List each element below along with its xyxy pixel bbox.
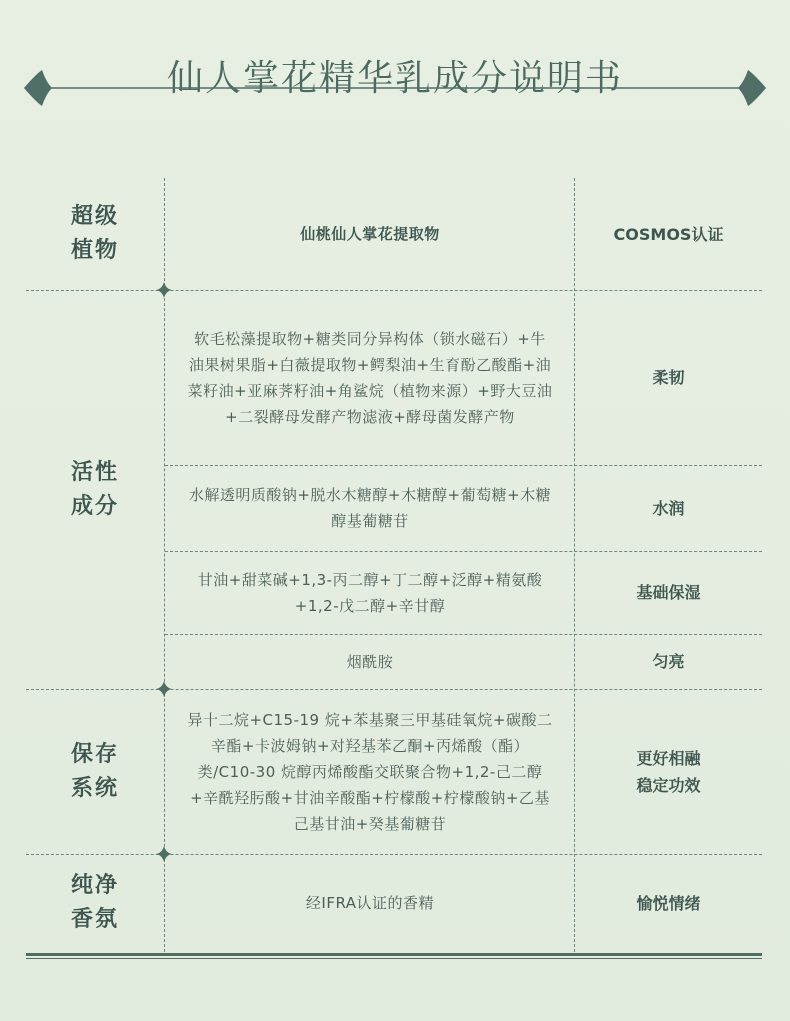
- ingredient-cell: 甘油+甜菜碱+1,3-丙二醇+丁二醇+泛醇+精氨酸+1,2-戊二醇+辛甘醇: [197, 570, 543, 615]
- category-line: 香氛: [70, 907, 119, 932]
- category-line: 活性: [70, 459, 119, 485]
- category-line: 系统: [70, 775, 119, 801]
- category-line: 纯净: [70, 873, 119, 898]
- page-title: 仙人掌花精华乳成分说明书: [166, 58, 623, 100]
- ingredient-cell: 异十二烷+C15-19 烷+苯基聚三甲基硅氧烷+碳酸二辛酯+卡波姆钠+对羟基苯乙酮+丙烯酸（酯）类/C10-30 烷醇丙烯酸酯交联聚合物+1,2-己二醇+辛酰羟肟酸+甘油辛酸酯+柠檬酸+柠檬酸钠+乙基己基甘油+癸基葡糖苷: [187, 710, 553, 833]
- effect-cell: 水润: [652, 498, 685, 518]
- category-pure-fragrance: [26, 854, 164, 952]
- title-divider-ornament: [22, 68, 768, 108]
- category-active-ingredients: [26, 290, 164, 689]
- bottom-rule: [26, 953, 762, 956]
- effect-cell: [575, 689, 762, 854]
- effect-cell: 柔韧: [652, 368, 685, 387]
- effect-cell: COSMOS认证: [613, 224, 724, 244]
- category-line: 植物: [70, 238, 119, 263]
- effect-cell: 匀亮: [652, 652, 685, 671]
- effect-line: 稳定功效: [636, 775, 701, 795]
- ingredient-cell: 软毛松藻提取物+糖类同分异构体（锁水磁石）+牛油果树果脂+白薇提取物+鳄梨油+生育酚乙酸酯+油菜籽油+亚麻荠籽油+角鲨烷（植物来源）+野大豆油+二裂酵母发酵产物滤液+酵母菌发酵产物: [187, 329, 553, 426]
- ingredient-cell: 经IFRA认证的香精: [305, 894, 435, 912]
- category-line: 超级: [70, 204, 119, 229]
- effect-line: 更好相融: [636, 748, 701, 768]
- ingredient-table: [26, 178, 762, 954]
- category-line: 保存: [70, 741, 119, 767]
- bottom-rule-thin: [26, 958, 762, 959]
- ingredient-cell: 水解透明质酸钠+脱水木糖醇+木糖醇+葡萄糖+木糖醇基葡糖苷: [188, 486, 552, 530]
- ingredient-cell: 烟酰胺: [346, 652, 394, 671]
- category-super-plant: [26, 178, 164, 290]
- category-preservation-system: [26, 689, 164, 854]
- ingredient-cell: 仙桃仙人掌花提取物: [300, 225, 440, 243]
- effect-cell: 愉悦情绪: [636, 893, 701, 913]
- effect-cell: 基础保湿: [636, 583, 701, 602]
- category-line: 成分: [70, 493, 119, 519]
